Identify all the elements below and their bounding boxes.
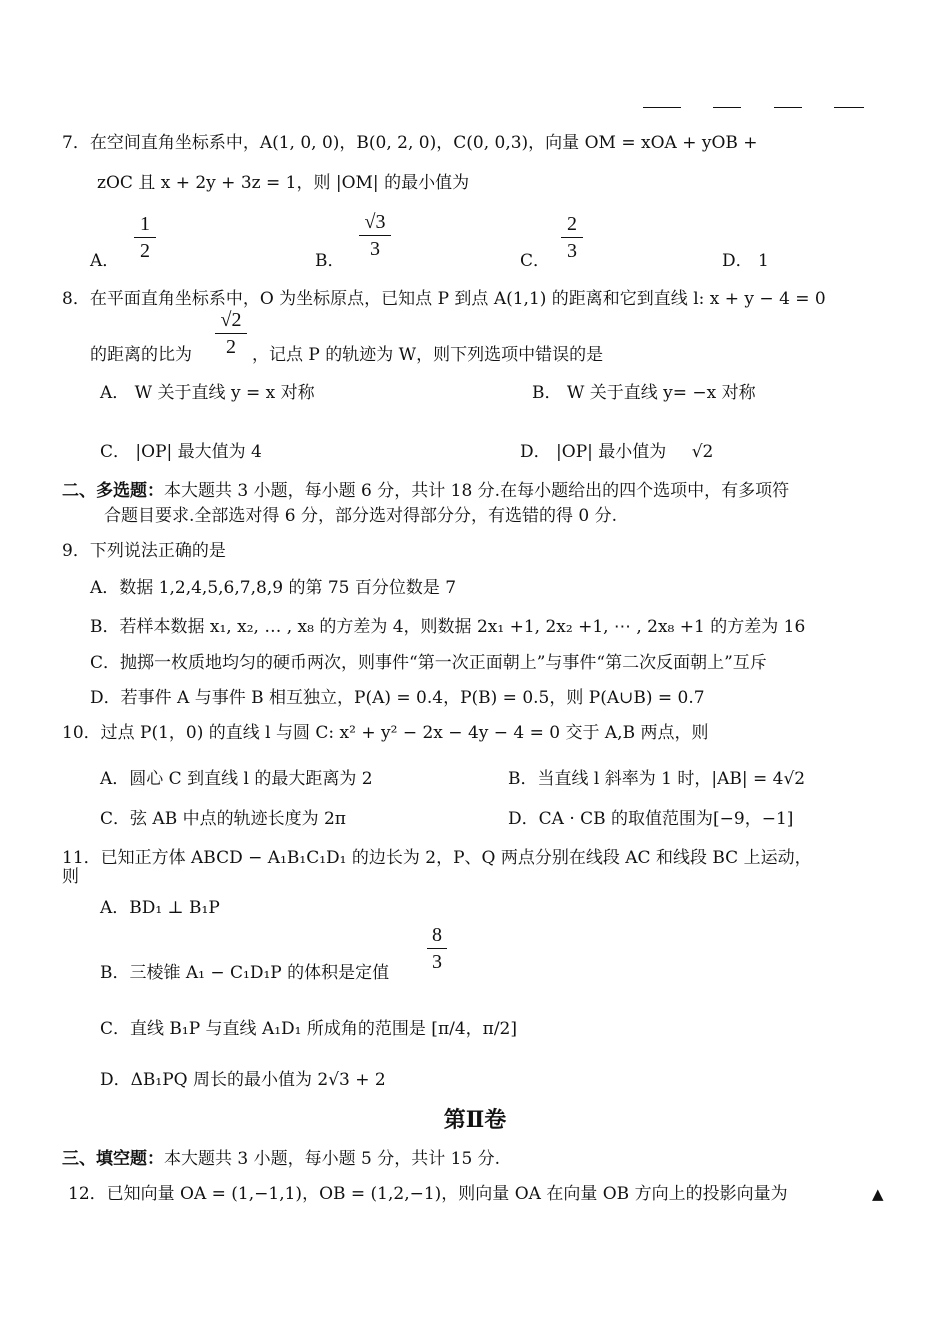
q7-option-d	[722, 250, 769, 272]
section2-heading: 二、多选题：	[62, 481, 164, 501]
q7-stem-line2: zOC 且 x + 2y + 3z = 1，则 |OM| 的最小值为	[97, 173, 470, 193]
section2-text1: 本大题共 3 小题，每小题 6 分，共计 18 分.在每小题给出的四个选项中，有多项符	[164, 481, 790, 501]
q7-option-b-num: √3	[364, 211, 386, 233]
q8-option-d-value: √2	[691, 442, 714, 462]
q7-stem-line1: 在空间直角坐标系中，A(1, 0, 0)，B(0, 2, 0)，C(0, 0,3)，向量 OM = xOA + yOB +	[89, 133, 758, 153]
section2-text2: 合题目要求.全部选对得 6 分，部分选对得部分分，有选错的得 0 分.	[104, 506, 618, 526]
q10-option-a: A．圆心 C 到直线 l 的最大距离为 2	[100, 769, 373, 789]
q8-ratio-num: √2	[220, 309, 242, 331]
q8-ratio-fraction	[215, 309, 247, 358]
q7-option-c-fraction	[561, 213, 583, 262]
q11-option-b-pre: B．三棱锥 A₁ − C₁D₁P 的体积是定值	[100, 963, 390, 983]
part2-title: 第Ⅱ卷	[443, 1107, 507, 1133]
q8-number: 8．	[62, 289, 90, 309]
q8-option-b: B． W 关于直线 y= −x 对称	[532, 383, 756, 403]
q8-option-d	[520, 441, 713, 463]
q10-stem: 10．过点 P(1，0) 的直线 l 与圆 C: x² + y² − 2x − 4y − 4 = 0 交于 A,B 两点，则	[62, 723, 709, 743]
header-rule-2	[713, 107, 741, 108]
section2-line1	[62, 480, 789, 502]
header-rule-3	[774, 107, 802, 108]
header-rule-1	[643, 107, 681, 108]
q10-option-d: D．CA · CB 的取值范围为[−9，−1]	[508, 809, 794, 829]
q7-option-a-den: 2	[140, 240, 150, 262]
q12-answer-blank: ▲	[872, 1185, 884, 1203]
q11-stem-line1: 11．已知正方体 ABCD − A₁B₁C₁D₁ 的边长为 2，P、Q 两点分别在线段 AC 和线段 BC 上运动，	[62, 848, 812, 868]
q11-option-b-fraction	[427, 924, 447, 973]
q7-option-d-value: 1	[758, 251, 769, 271]
q9-option-a: A．数据 1,2,4,5,6,7,8,9 的第 75 百分位数是 7	[90, 578, 457, 598]
q7-option-b-fraction	[359, 211, 391, 260]
q7-option-a-label: A．	[90, 251, 120, 271]
q8-ratio-den: 2	[226, 336, 236, 358]
q11-stem-line2: 则	[62, 867, 79, 887]
q7-option-c-den: 3	[567, 240, 577, 262]
q7-option-b-label: B．	[315, 251, 345, 271]
header-rule-4	[834, 107, 864, 108]
q11-option-a: A．BD₁ ⊥ B₁P	[100, 898, 220, 918]
q11-option-b-den: 3	[432, 951, 442, 973]
q7-option-d-label: D．	[722, 251, 753, 271]
q9-option-b: B．若样本数据 x₁, x₂, … , x₈ 的方差为 4，则数据 2x₁ +1, 2x₂ +1, ⋯ , 2x₈ +1 的方差为 16	[90, 617, 806, 637]
q7-option-c-num: 2	[567, 213, 577, 235]
q10-option-c: C．弦 AB 中点的轨迹长度为 2π	[100, 809, 346, 829]
q7-line2	[97, 172, 469, 194]
q11-option-d: D．ΔB₁PQ 周长的最小值为 2√3 + 2	[100, 1070, 386, 1090]
q11-option-b-num: 8	[432, 924, 442, 946]
q8-stem-line1: 在平面直角坐标系中，O 为坐标原点，已知点 P 到点 A(1,1) 的距离和它到直线 l: x + y − 4 = 0	[89, 289, 826, 309]
section3-line	[62, 1148, 500, 1170]
q7-option-b-den: 3	[370, 238, 380, 260]
q7-option-c-label: C．	[520, 251, 551, 271]
q8-option-d-pre: D． |OP| 最小值为	[520, 442, 667, 462]
q8-line2-post: ，记点 P 的轨迹为 W，则下列选项中错误的是	[252, 345, 604, 365]
q9-stem: 9．下列说法正确的是	[62, 541, 226, 561]
q9-option-d: D．若事件 A 与事件 B 相互独立，P(A) = 0.4，P(B) = 0.5，则 P(A∪B) = 0.7	[90, 688, 705, 708]
section3-text: 本大题共 3 小题，每小题 5 分，共计 15 分.	[164, 1149, 501, 1169]
q11-option-c: C．直线 B₁P 与直线 A₁D₁ 所成角的范围是 [π/4，π/2]	[100, 1019, 518, 1039]
q7-option-a-fraction	[134, 213, 156, 262]
q8-option-c: C． |OP| 最大值为 4	[100, 442, 262, 462]
q7-line1	[62, 132, 758, 154]
q9-option-c: C．抛掷一枚质地均匀的硬币两次，则事件“第一次正面朝上”与事件“第二次反面朝上”互斥	[90, 653, 767, 673]
section3-heading: 三、填空题：	[62, 1149, 164, 1169]
q8-line2-pre: 的距离的比为	[90, 345, 192, 365]
q7-number: 7．	[62, 133, 90, 153]
q7-option-a-num: 1	[140, 213, 150, 235]
q10-option-b: B．当直线 l 斜率为 1 时，|AB| = 4√2	[508, 769, 806, 789]
q12-stem: 12．已知向量 OA = (1,−1,1)，OB = (1,2,−1)，则向量 OA 在向量 OB 方向上的投影向量为	[68, 1184, 788, 1204]
q8-line1	[62, 288, 826, 310]
q8-option-a: A． W 关于直线 y = x 对称	[100, 383, 315, 403]
